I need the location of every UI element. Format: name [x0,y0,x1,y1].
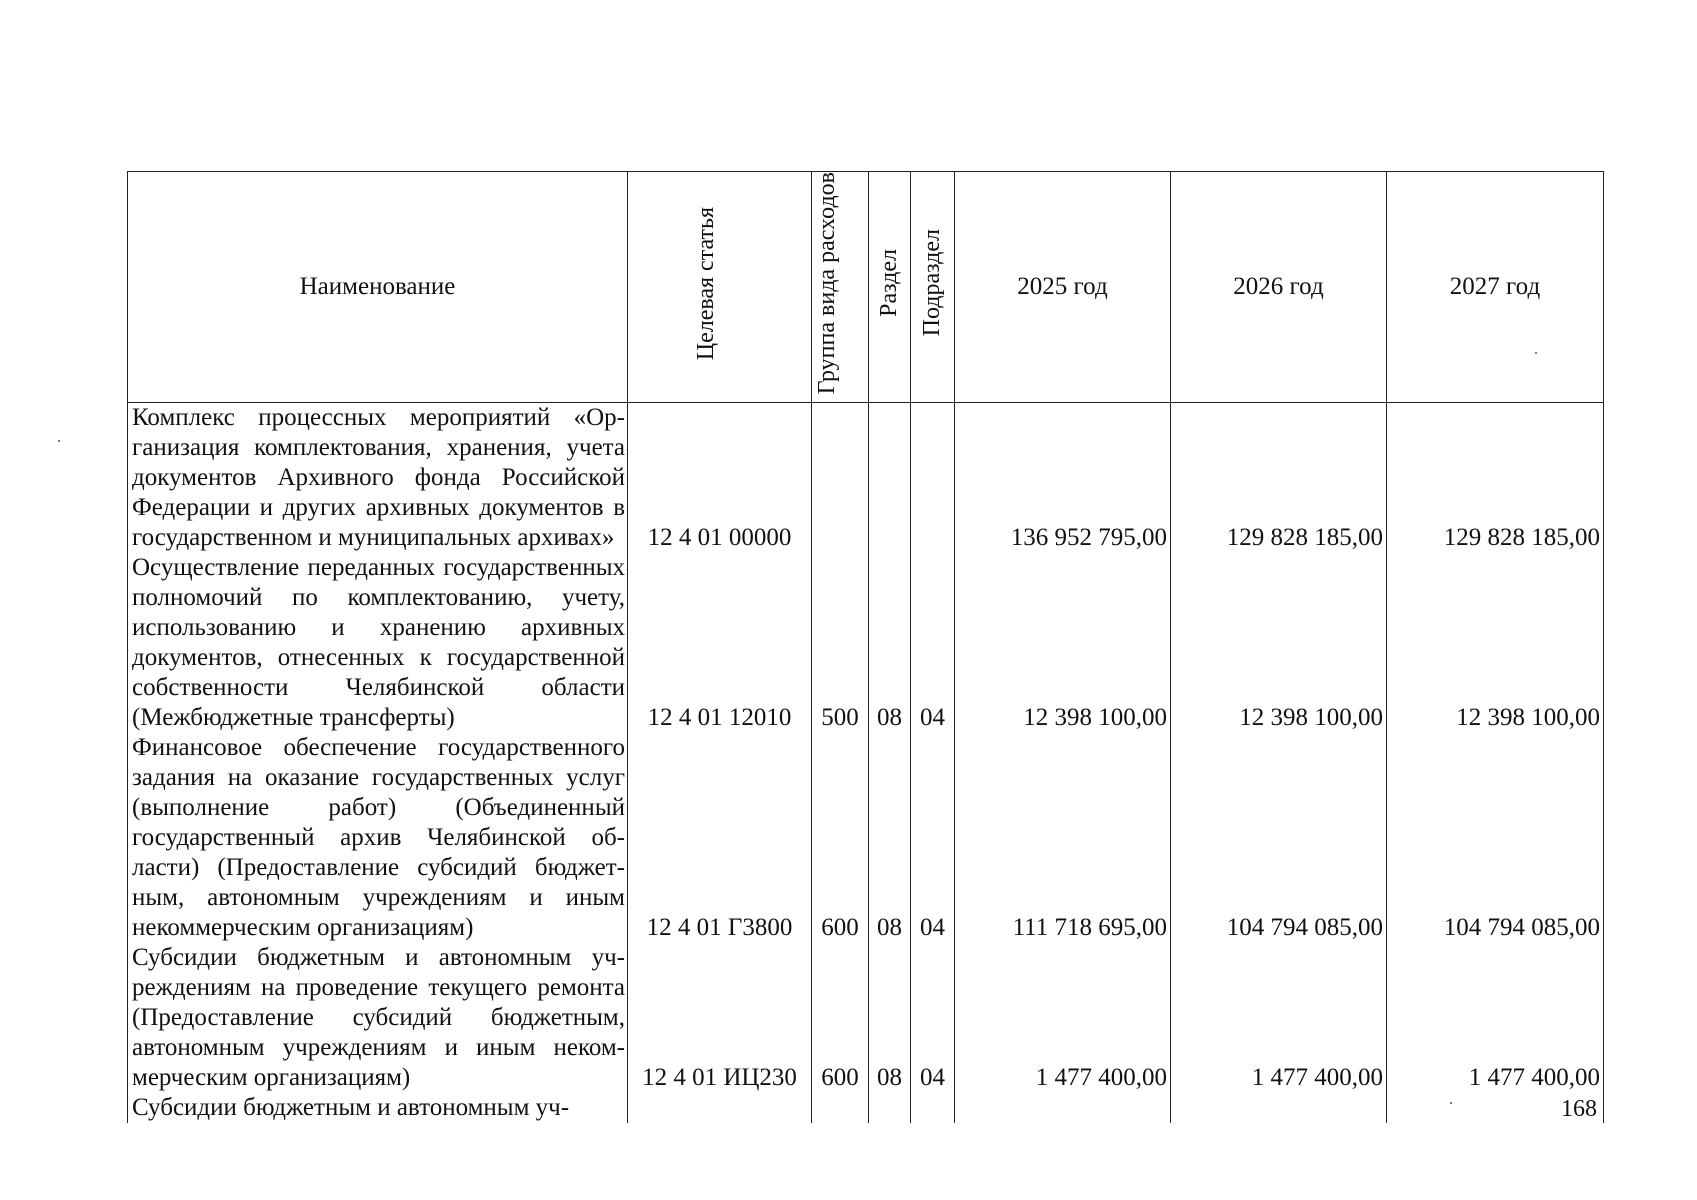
header-year-2027: 2027 год [1387,172,1604,403]
scan-speck [1450,1102,1452,1104]
row-code-continued [628,1093,812,1123]
row-amount-2027: 104 794 085,00 [1387,733,1604,943]
table-row [128,943,1604,1093]
row-amount-2026: 129 828 185,00 [1171,403,1387,554]
scan-speck [1535,352,1537,354]
row-amount-2025-continued [955,1093,1171,1123]
row-subsection-continued [911,1093,955,1123]
row-section: 08 [869,553,911,733]
row-amount-2025: 12 398 100,00 [955,553,1171,733]
scan-speck [58,440,60,442]
row-amount-2026-continued [1171,1093,1387,1123]
header-subsection: Подраздел [911,172,955,403]
row-subsection: 04 [911,553,955,733]
row-code: 12 4 01 Г3800 [628,733,812,943]
row-subsection: 04 [911,943,955,1093]
header-year-2025: 2025 год [955,172,1171,403]
row-name-continued: Субсидии бюджетным и автономным уч- [128,1093,628,1123]
row-name: Финансовое обеспечение государственного задания на оказание государственных услуг (выполнение работ) (Объединенный государственный архив Челябинской области) (Предоставление субсидий бюджетным, автономным учреждениям и иным некоммерческим организациям) [128,733,628,943]
row-amount-2027: 1 477 400,00 [1387,943,1604,1093]
table-row [128,403,1604,554]
row-name: Субсидии бюджетным и автономным учреждениям на проведение текущего ремонта (Предоставление субсидий бюджетным, автономным учреждениям и иным некоммерческим организациям) [128,943,628,1093]
header-year-2026: 2026 год [1171,172,1387,403]
row-code: 12 4 01 00000 [628,403,812,554]
row-amount-2025: 111 718 695,00 [955,733,1171,943]
table-header-row [128,172,1604,403]
budget-table [127,171,1604,1123]
row-amount-2026: 104 794 085,00 [1171,733,1387,943]
row-section-continued [869,1093,911,1123]
row-group [812,403,869,554]
row-amount-2027: 129 828 185,00 [1387,403,1604,554]
row-group: 600 [812,943,869,1093]
row-name: Комплекс процессных мероприятий «Организация комплектования, хранения, учета документов Архивного фонда Российской Федерации и других архивных документов в государственном и муниципальных архивах» [128,403,628,554]
table-row-continued [128,1093,1604,1123]
row-amount-2027: 12 398 100,00 [1387,553,1604,733]
row-group: 600 [812,733,869,943]
table-row [128,733,1604,943]
row-section: 08 [869,943,911,1093]
row-group: 500 [812,553,869,733]
table-row [128,553,1604,733]
row-amount-2025: 136 952 795,00 [955,403,1171,554]
row-amount-2026: 12 398 100,00 [1171,553,1387,733]
header-section: Раздел [869,172,911,403]
row-code: 12 4 01 ИЦ230 [628,943,812,1093]
row-name: Осуществление переданных государственных полномочий по комплектованию, учету, использованию и хранению архивных документов, отнесенных к государственной собственности Челябинской области (Межбюджетные трансферты) [128,553,628,733]
row-amount-2026: 1 477 400,00 [1171,943,1387,1093]
row-code: 12 4 01 12010 [628,553,812,733]
row-group-continued [812,1093,869,1123]
header-target-article: Целевая статья [628,172,812,403]
header-name: Наименование [128,172,628,403]
row-amount-2025: 1 477 400,00 [955,943,1171,1093]
page-number: 168 [1561,1096,1597,1122]
row-section [869,403,911,554]
row-subsection: 04 [911,733,955,943]
row-subsection [911,403,955,554]
row-section: 08 [869,733,911,943]
header-expense-group: Группа вида расходов [812,172,869,403]
